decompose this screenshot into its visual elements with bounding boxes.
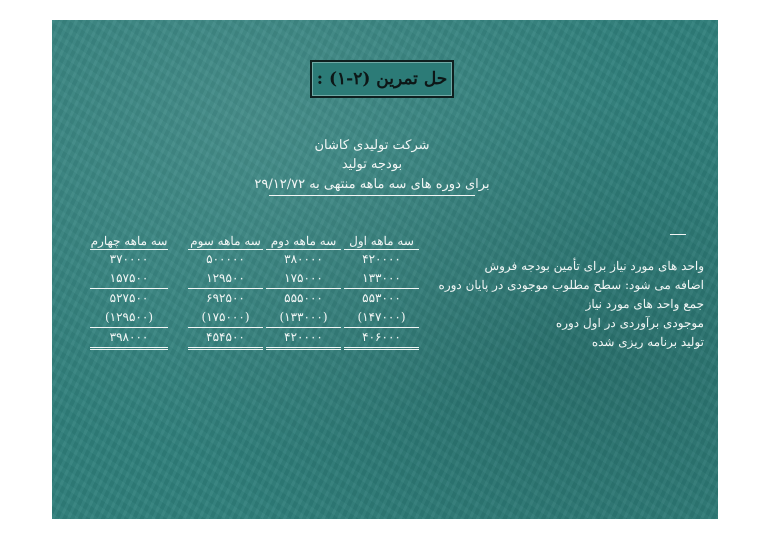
row-labels — [424, 257, 704, 352]
table-cell: (۱۲۹۵۰۰) — [90, 308, 168, 328]
table-cell: ۴۰۶۰۰۰ — [344, 328, 419, 350]
column-header: سه ماهه دوم — [266, 234, 341, 250]
title-box — [310, 60, 454, 98]
table-cell: ۵۵۵۰۰۰ — [284, 291, 323, 305]
row-label: جمع واحد های مورد نیاز — [585, 297, 704, 311]
table-cell: ۵۵۳۰۰۰ — [362, 291, 401, 305]
column-header: سه ماهه سوم — [188, 234, 263, 250]
company-name: شرکت تولیدی کاشان — [314, 138, 430, 153]
table-cell: ۱۵۷۵۰۰ — [90, 269, 168, 289]
column-header: سه ماهه چهارم — [90, 234, 168, 248]
row-label: تولید برنامه ریزی شده — [591, 335, 704, 349]
table-cell: ۳۸۰۰۰۰ — [284, 252, 323, 266]
slide-title: حل تمرین (۲-۱) : — [316, 69, 448, 89]
row-label: موجودی برآوردی در اول دوره — [555, 316, 704, 330]
column-q3 — [188, 234, 263, 350]
column-q1 — [344, 234, 419, 350]
table-cell: (۱۷۵۰۰۰) — [188, 308, 263, 328]
dash-line — [670, 234, 686, 235]
budget-title: بودجه تولید — [341, 157, 403, 172]
table-cell: ۱۷۵۰۰۰ — [266, 269, 341, 289]
table-cell: ۵۰۰۰۰۰ — [206, 252, 245, 266]
row-label: اضافه می شود: سطح مطلوب موجودی در پایان دوره — [438, 278, 704, 292]
table-cell: ۴۲۰۰۰۰ — [362, 252, 401, 266]
period-line: برای دوره های سه ماهه منتهی به ۲۹/۱۲/۷۲ — [254, 177, 490, 192]
table-cell: ۳۹۸۰۰۰ — [90, 328, 168, 350]
period-underline — [269, 195, 475, 196]
column-q4 — [90, 234, 168, 350]
column-q2 — [266, 234, 341, 350]
row-label: واحد های مورد نیاز برای تأمین بودجه فروش — [484, 259, 704, 273]
table-cell: ۵۲۷۵۰۰ — [109, 291, 149, 305]
table-cell: ۴۲۰۰۰۰ — [266, 328, 341, 350]
table-cell: ۳۷۰۰۰۰ — [109, 252, 149, 266]
table-cell: (۱۳۳۰۰۰) — [266, 308, 341, 328]
column-header: سه ماهه اول — [344, 234, 419, 250]
table-cell: ۶۹۲۵۰۰ — [206, 291, 245, 305]
table-cell: ۴۵۴۵۰۰ — [188, 328, 263, 350]
slide — [52, 20, 718, 519]
table-cell: ۱۳۳۰۰۰ — [344, 269, 419, 289]
table-cell: ۱۲۹۵۰۰ — [188, 269, 263, 289]
table-cell: (۱۴۷۰۰۰) — [344, 308, 419, 328]
